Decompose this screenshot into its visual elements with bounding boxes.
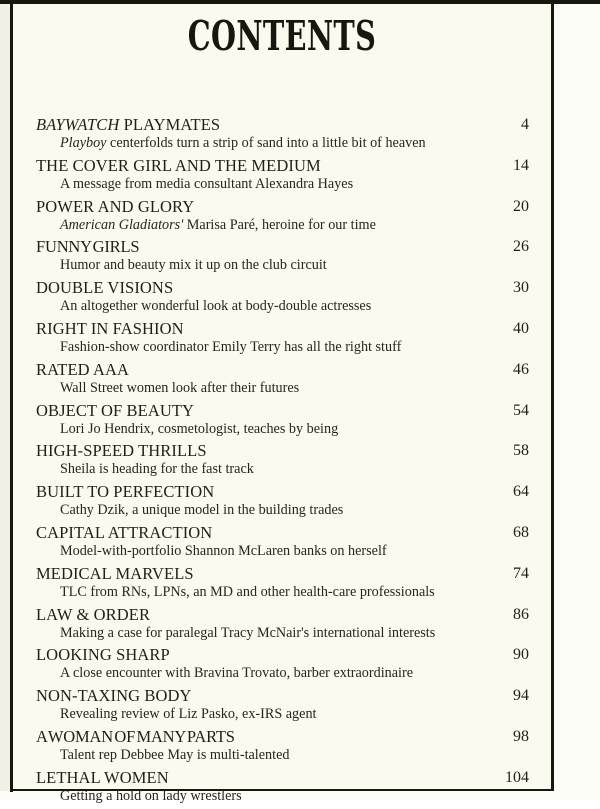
contents-entry-title-roman: PLAYMATES xyxy=(119,115,221,134)
contents-entry-subtitle-roman: Revealing review of Liz Pasko, ex-IRS agent xyxy=(60,706,317,723)
contents-entry-title[interactable] xyxy=(36,482,214,502)
contents-entry-head xyxy=(13,564,551,584)
contents-entry-title-roman: RATED AAA xyxy=(36,359,130,379)
contents-entry-subtitle xyxy=(60,664,413,682)
contents-entry-page-number[interactable]: 94 xyxy=(513,687,529,705)
contents-entry-head xyxy=(13,686,551,706)
contents-entry-title-roman: LAW & ORDER xyxy=(36,604,151,624)
contents-entry-subtitle xyxy=(60,624,435,642)
contents-entry-page-number[interactable]: 104 xyxy=(505,768,529,786)
contents-entry[interactable] xyxy=(13,197,551,238)
contents-entry-title-roman: NON-TAXING BODY xyxy=(36,686,192,706)
contents-entry-head xyxy=(13,482,551,502)
contents-entry-page-number[interactable]: 14 xyxy=(513,156,529,174)
contents-entry[interactable] xyxy=(13,482,551,523)
contents-entry-title-roman: MEDICAL MARVELS xyxy=(36,563,194,583)
contents-entry-head xyxy=(13,237,551,257)
contents-entry-title[interactable] xyxy=(36,727,235,747)
contents-entry[interactable] xyxy=(13,727,551,768)
contents-entry-title-roman: THE COVER GIRL AND THE MEDIUM xyxy=(36,155,321,175)
contents-entry-subtitle xyxy=(60,787,242,805)
contents-entry[interactable] xyxy=(13,564,551,605)
contents-entry-subtitle-roman: TLC from RNs, LPNs, an MD and other health-care professionals xyxy=(60,583,435,600)
contents-entry-subtitle xyxy=(60,705,316,723)
contents-entry-page-number[interactable]: 58 xyxy=(513,442,529,460)
contents-entry-subtitle xyxy=(60,338,401,356)
contents-entry-title[interactable] xyxy=(36,441,207,461)
contents-entry-head xyxy=(13,768,551,788)
contents-entry[interactable] xyxy=(13,441,551,482)
contents-entry-subtitle-roman: Getting a hold on lady wrestlers xyxy=(60,787,242,804)
contents-entry-subtitle-roman: Wall Street women look after their futures xyxy=(60,379,300,396)
contents-entry-page-number[interactable]: 98 xyxy=(513,727,529,745)
page-edge-right xyxy=(551,2,554,791)
contents-entry-subtitle-roman: Sheila is heading for the fast track xyxy=(60,461,254,478)
contents-entry-page-number[interactable]: 86 xyxy=(513,605,529,623)
contents-entry[interactable] xyxy=(13,645,551,686)
contents-entry-subtitle-roman: Talent rep Debbee May is multi-talented xyxy=(60,746,290,763)
contents-entry-subtitle-roman: Lori Jo Hendrix, cosmetologist, teaches by being xyxy=(60,420,339,437)
contents-entry-subtitle-roman: Marisa Paré, heroine for our time xyxy=(183,216,376,233)
contents-entry[interactable] xyxy=(13,523,551,564)
contents-entry-head xyxy=(13,727,551,747)
contents-entry-subtitle xyxy=(60,542,387,560)
contents-entry-subtitle xyxy=(60,379,299,397)
contents-entry-head xyxy=(13,605,551,625)
contents-entry-title-roman: CAPITAL ATTRACTION xyxy=(36,522,213,542)
contents-entry-page-number[interactable]: 30 xyxy=(513,279,529,297)
contents-entry-page-number[interactable]: 20 xyxy=(513,197,529,215)
contents-list xyxy=(13,115,551,809)
contents-entry-title-roman: LOOKING SHARP xyxy=(36,645,170,665)
contents-entry-subtitle-roman: Model-with-portfolio Shannon McLaren banks on herself xyxy=(60,542,387,559)
contents-entry-title[interactable] xyxy=(36,768,169,788)
scan-gutter-left xyxy=(0,0,10,800)
contents-entry-subtitle-roman: Cathy Dzik, a unique model in the building trades xyxy=(60,502,344,519)
contents-entry-title-roman: A WOMAN OF MANY PARTS xyxy=(36,726,235,746)
contents-entry-title[interactable] xyxy=(36,564,194,584)
contents-entry-subtitle-italic: Playboy xyxy=(60,135,107,151)
contents-entry-page-number[interactable]: 4 xyxy=(521,116,529,133)
contents-entry[interactable] xyxy=(13,237,551,278)
contents-entry[interactable] xyxy=(13,115,551,156)
contents-entry-page-number[interactable]: 68 xyxy=(513,523,529,541)
contents-entry-subtitle xyxy=(60,256,327,274)
contents-entry-subtitle-roman: Making a case for paralegal Tracy McNair's international interests xyxy=(60,624,436,641)
contents-entry-title[interactable] xyxy=(36,523,212,543)
contents-entry-title-italic: BAYWATCH xyxy=(36,115,120,134)
contents-entry-subtitle-roman: A message from media consultant Alexandra Hayes xyxy=(60,175,354,192)
contents-entry-subtitle xyxy=(60,175,353,193)
contents-entry-title[interactable] xyxy=(36,237,139,257)
contents-entry-page-number[interactable]: 64 xyxy=(513,483,529,501)
contents-entry-subtitle xyxy=(60,216,376,234)
contents-entry-subtitle xyxy=(60,501,343,519)
contents-entry[interactable] xyxy=(13,686,551,727)
contents-entry-title-roman: DOUBLE VISIONS xyxy=(36,278,174,298)
contents-entry-page-number[interactable]: 54 xyxy=(513,401,529,419)
contents-entry-subtitle xyxy=(60,420,338,438)
contents-entry-subtitle-italic: American Gladiators' xyxy=(60,216,184,233)
contents-entry-title[interactable] xyxy=(36,605,150,625)
contents-entry-subtitle xyxy=(60,746,289,764)
contents-entry-title[interactable] xyxy=(36,156,321,176)
contents-entry-head xyxy=(13,197,551,217)
contents-entry-subtitle xyxy=(60,460,254,478)
contents-entry-title[interactable] xyxy=(36,645,170,665)
contents-entry-subtitle-roman: Fashion-show coordinator Emily Terry has all the right stuff xyxy=(60,338,402,355)
contents-entry-subtitle-roman: centerfolds turn a strip of sand into a little bit of heaven xyxy=(106,135,426,151)
contents-entry-head xyxy=(13,156,551,176)
contents-entry[interactable] xyxy=(13,319,551,360)
contents-entry-head xyxy=(13,523,551,543)
contents-entry-head xyxy=(13,645,551,665)
contents-entry-title-roman: BUILT TO PERFECTION xyxy=(36,482,215,502)
contents-entry[interactable] xyxy=(13,156,551,197)
contents-entry-title-roman: FUNNY GIRLS xyxy=(36,237,140,257)
contents-entry[interactable] xyxy=(13,401,551,442)
contents-entry[interactable] xyxy=(13,360,551,401)
contents-entry-title[interactable] xyxy=(36,115,220,135)
contents-entry-page-number[interactable]: 40 xyxy=(513,319,529,337)
contents-entry-title[interactable] xyxy=(36,278,173,298)
contents-entry-head xyxy=(13,319,551,339)
contents-entry-title[interactable] xyxy=(36,401,194,421)
scan-gutter-right xyxy=(554,0,600,800)
contents-entry[interactable] xyxy=(13,605,551,646)
contents-entry-head xyxy=(13,401,551,421)
contents-entry-title-roman: LETHAL WOMEN xyxy=(36,767,169,787)
contents-entry-title[interactable] xyxy=(36,197,194,217)
contents-entry-subtitle xyxy=(60,583,435,601)
contents-entry-head xyxy=(13,441,551,461)
contents-entry-page-number[interactable]: 74 xyxy=(513,564,529,582)
contents-entry[interactable] xyxy=(13,768,551,809)
contents-entry-subtitle-roman: A close encounter with Bravina Trovato, barber extraordinaire xyxy=(60,665,414,682)
page-title: CONTENTS xyxy=(187,12,377,60)
contents-entry-title-roman: POWER AND GLORY xyxy=(36,196,195,216)
contents-entry-subtitle-roman: An altogether wonderful look at body-double actresses xyxy=(60,298,372,315)
contents-entry-subtitle xyxy=(60,134,426,152)
contents-entry-subtitle-roman: Humor and beauty mix it up on the club circuit xyxy=(60,257,327,274)
contents-entry-title[interactable] xyxy=(36,319,184,339)
contents-entry-title[interactable] xyxy=(36,686,192,706)
contents-entry-page-number[interactable]: 46 xyxy=(513,360,529,378)
contents-entry-head xyxy=(13,278,551,298)
contents-entry-page-number[interactable]: 26 xyxy=(513,238,529,256)
contents-entry-head xyxy=(13,360,551,380)
contents-entry-subtitle xyxy=(60,297,371,315)
contents-entry-title-roman: HIGH-SPEED THRILLS xyxy=(36,441,207,461)
contents-entry-head xyxy=(13,115,551,135)
page-content xyxy=(13,4,551,804)
contents-entry-title[interactable] xyxy=(36,360,129,380)
contents-entry-title-roman: OBJECT OF BEAUTY xyxy=(36,400,195,420)
contents-entry-page-number[interactable]: 90 xyxy=(513,646,529,664)
contents-entry[interactable] xyxy=(13,278,551,319)
contents-entry-title-roman: RIGHT IN FASHION xyxy=(36,318,184,338)
